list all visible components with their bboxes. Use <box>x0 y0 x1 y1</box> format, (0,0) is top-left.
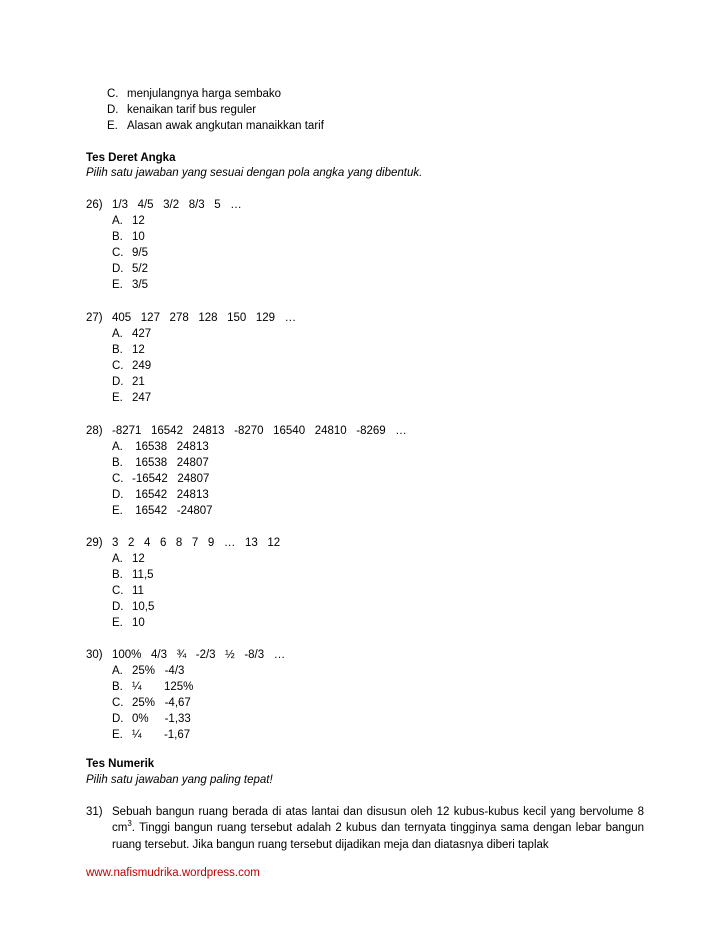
option-line <box>112 375 145 389</box>
option-text: ¼ -1,67 <box>132 729 191 741</box>
section-instruction: Pilih satu jawaban yang paling tepat! <box>86 774 273 786</box>
option-letter: B. <box>112 457 123 469</box>
option-line <box>112 568 154 582</box>
question-text: 405 127 278 128 150 129 … <box>112 312 297 324</box>
option-letter: E. <box>112 617 123 629</box>
question-number: 28) <box>86 425 103 437</box>
option-letter: B. <box>112 681 123 693</box>
question-text: . Tinggi bangun ruang tersebut adalah 2 kubus dan ternyata tingginya sama dengan lebar bangun ruang tersebut. Jika bangun ruang tersebut dijadikan meja dan diatasnya diberi taplak <box>112 822 644 851</box>
option-text: -16542 24807 <box>132 473 210 485</box>
option-line <box>112 696 191 710</box>
option-line <box>112 664 184 678</box>
option-text: 10 <box>132 617 145 629</box>
option-line <box>112 246 148 260</box>
option-letter: E. <box>107 120 118 132</box>
option-text: 12 <box>132 215 145 227</box>
option-text: Alasan awak angkutan manaikkan tarif <box>127 120 324 132</box>
option-text: 12 <box>132 344 145 356</box>
question-paragraph <box>112 804 644 853</box>
option-text: 11 <box>132 585 144 597</box>
question-line <box>86 536 280 550</box>
option-line <box>112 230 145 244</box>
question-text: 100% 4/3 ¾ -2/3 ½ -8/3 … <box>112 649 286 661</box>
option-text: 21 <box>132 376 145 388</box>
option-text: 5/2 <box>132 263 148 275</box>
section-title: Tes Deret Angka <box>86 152 176 164</box>
option-line <box>107 119 324 133</box>
option-letter: A. <box>112 665 123 677</box>
option-line <box>112 262 148 276</box>
option-line <box>107 87 281 101</box>
option-text: 16538 24813 <box>132 441 209 453</box>
option-letter: A. <box>112 215 123 227</box>
option-text: menjulangnya harga sembako <box>127 88 282 100</box>
question-line <box>86 648 285 662</box>
section-instruction: Pilih satu jawaban yang sesuai dengan pola angka yang dibentuk. <box>86 167 423 179</box>
option-letter: A. <box>112 441 123 453</box>
option-letter: C. <box>112 247 124 259</box>
superscript: 3 <box>127 819 132 829</box>
option-letter: B. <box>112 231 123 243</box>
section-title: Tes Numerik <box>86 758 155 770</box>
question-number: 30) <box>86 649 103 661</box>
option-line <box>112 343 145 357</box>
option-letter: D. <box>107 104 119 116</box>
option-text: 249 <box>132 360 152 372</box>
option-letter: D. <box>112 489 124 501</box>
option-letter: C. <box>107 88 119 100</box>
option-letter: E. <box>112 279 123 291</box>
option-text: 10 <box>132 231 145 243</box>
footer-url[interactable]: www.nafismudrika.wordpress.com <box>86 867 260 879</box>
option-line <box>112 552 145 566</box>
option-text: 16542 24813 <box>132 489 209 501</box>
option-text: 25% -4/3 <box>132 665 185 677</box>
option-letter: C. <box>112 473 124 485</box>
option-text: 16538 24807 <box>132 457 209 469</box>
option-letter: D. <box>112 376 124 388</box>
option-line <box>112 359 151 373</box>
question-number: 31) <box>86 806 103 818</box>
option-text: 3/5 <box>132 279 148 291</box>
option-letter: E. <box>112 392 123 404</box>
option-text: 9/5 <box>132 247 148 259</box>
option-text: 11,5 <box>132 569 154 581</box>
option-text: 10,5 <box>132 601 155 613</box>
option-line <box>112 278 148 292</box>
option-line <box>112 456 209 470</box>
option-letter: D. <box>112 601 124 613</box>
option-line <box>112 616 145 630</box>
option-line <box>112 214 145 228</box>
option-text: 0% -1,33 <box>132 713 191 725</box>
option-line <box>112 327 151 341</box>
option-letter: E. <box>112 729 123 741</box>
option-letter: D. <box>112 263 124 275</box>
option-text: ¼ 125% <box>132 681 194 693</box>
question-text: 3 2 4 6 8 7 9 … 13 12 <box>112 537 281 549</box>
question-line <box>86 198 242 212</box>
question-text: 1/3 4/5 3/2 8/3 5 … <box>112 199 242 211</box>
option-line <box>112 584 144 598</box>
question-line <box>86 424 407 438</box>
option-line <box>112 600 154 614</box>
question-text: -8271 16542 24813 -8270 16540 24810 -8269 … <box>112 425 407 437</box>
option-line <box>112 728 190 742</box>
option-text: 427 <box>132 328 152 340</box>
question-number: 29) <box>86 537 103 549</box>
question-number: 26) <box>86 199 103 211</box>
option-letter: B. <box>112 569 123 581</box>
option-line <box>112 391 151 405</box>
question-number: 27) <box>86 312 103 324</box>
option-text: 25% -4,67 <box>132 697 191 709</box>
option-letter: D. <box>112 713 124 725</box>
option-letter: A. <box>112 553 123 565</box>
option-letter: B. <box>112 344 123 356</box>
option-line <box>112 488 209 502</box>
option-text: 247 <box>132 392 152 404</box>
question-text: Sebuah bangun ruang berada di atas lantai dan disusun oleh 12 kubus-kubus kecil yang bervolume 8 cm <box>112 806 644 835</box>
option-line <box>112 472 209 486</box>
option-letter: C. <box>112 585 124 597</box>
option-text: 12 <box>132 553 145 565</box>
option-letter: C. <box>112 360 124 372</box>
question-line <box>86 311 296 325</box>
option-letter: C. <box>112 697 124 709</box>
option-text: kenaikan tarif bus reguler <box>127 104 257 116</box>
option-letter: A. <box>112 328 123 340</box>
option-line <box>112 680 193 694</box>
option-line <box>112 440 209 454</box>
option-text: 16542 -24807 <box>132 505 213 517</box>
option-line <box>112 712 191 726</box>
option-line <box>107 103 256 117</box>
option-line <box>112 504 213 518</box>
option-letter: E. <box>112 505 123 517</box>
